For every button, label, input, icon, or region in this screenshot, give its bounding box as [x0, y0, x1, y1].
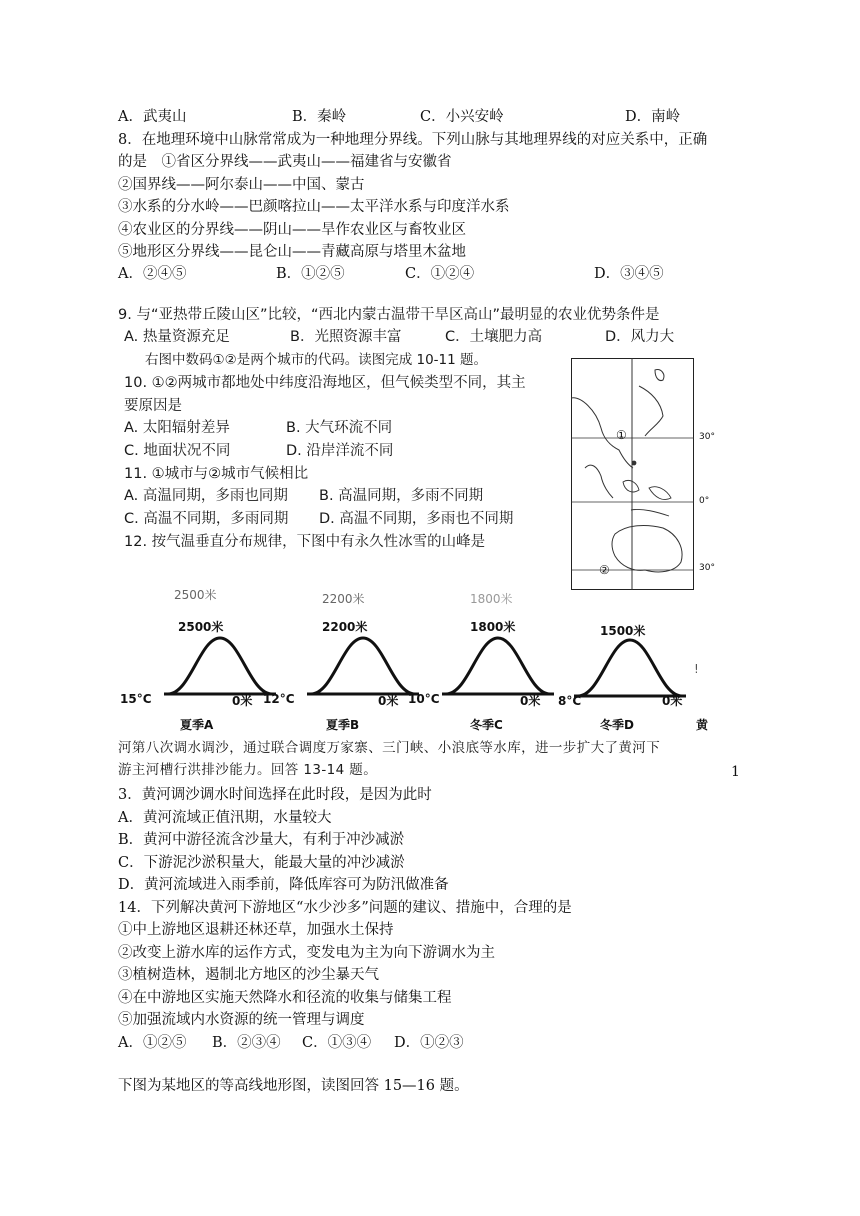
mountain-c-base-alt: 0米: [520, 694, 541, 708]
lat-label-0: 0°: [699, 496, 710, 506]
q11-option-b: B. 高温同期，多雨不同期: [319, 488, 484, 504]
q14-stem: 14．下列解决黄河下游地区“水少沙多”问题的建议、措施中，合理的是: [118, 900, 572, 916]
q11-option-d: D. 高温不同期，多雨也不同期: [319, 511, 514, 527]
q8-option-c: C．①②④: [405, 266, 475, 282]
q13-option-d: D．黄河流域进入雨季前，降低库容可为防汛做准备: [118, 877, 449, 893]
q13-option-b: B．黄河中游径流含沙量大，有利于冲沙减淤: [118, 832, 405, 848]
q11-stem: 11. ①城市与②城市气候相比: [124, 466, 309, 482]
q8-stem-line1: 8．在地理环境中山脉常常成为一种地理分界线。下列山脉与其地理界线的对应关系中，正确: [118, 132, 708, 148]
q9-option-b: B．光照资源丰富: [290, 329, 402, 345]
q10-option-a: A. 太阳辐射差异: [124, 420, 230, 436]
mountain-diagram: [100, 580, 720, 735]
q7-option-b: B．秦岭: [292, 109, 347, 125]
mountain-d-base-temp: 8°C: [558, 694, 582, 708]
mountain-b-base-alt: 0米: [378, 694, 399, 708]
q14-item: ③植树造林，遏制北方地区的沙尘暴天气: [118, 967, 379, 983]
map-graphic: [571, 358, 694, 590]
q10-option-c: C. 地面状况不同: [124, 443, 231, 459]
mountain-d-shape: [570, 638, 690, 698]
q7-option-a: A．武夷山: [118, 109, 187, 125]
q14-item: ④在中游地区实施天然降水和径流的收集与储集工程: [118, 990, 452, 1006]
yellow-river-line1: 河第八次调水调沙，通过联合调度万家寨、三门峡、小浪底等水库，进一步扩大了黄河下: [118, 740, 661, 756]
q8-item: ②国界线——阿尔泰山——中国、蒙古: [118, 177, 365, 193]
q8-option-a: A．②④⑤: [118, 266, 187, 282]
q10-stem-line2: 要原因是: [124, 398, 182, 414]
fragment-right-char: 黄: [696, 718, 709, 732]
mountain-c-top-label: 1800米: [470, 592, 513, 606]
mountain-a-base-alt: 0米: [232, 694, 253, 708]
mountain-c-base-temp: 10°C: [408, 692, 440, 706]
q7-option-c: C．小兴安岭: [420, 109, 504, 125]
city-1-marker: ①: [616, 428, 627, 442]
mountain-a-base-temp: 15°C: [120, 692, 152, 706]
q8-item: ⑤地形区分界线——昆仑山——青藏高原与塔里木盆地: [118, 244, 466, 260]
mountain-c-peak: 1800米: [470, 620, 516, 634]
q14-option-c: C．①③④: [302, 1035, 372, 1051]
q14-option-a: A．①②⑤: [118, 1035, 187, 1051]
q14-option-d: D．①②③: [394, 1035, 464, 1051]
q9-stem: 9. 与“亚热带丘陵山区”比较，“西北内蒙古温带干旱区高山”最明显的农业优势条件是: [118, 307, 660, 323]
mountain-d-season: 冬季D: [600, 718, 634, 732]
mountain-c-season: 冬季C: [470, 718, 503, 732]
city-2-marker: ②: [599, 563, 610, 577]
q10-option-d: D. 沿岸洋流不同: [286, 443, 394, 459]
q14-item: ①中上游地区退耕还林还草，加强水土保持: [118, 922, 394, 938]
q12-stem: 12. 按气温垂直分布规律，下图中有永久性冰雪的山峰是: [124, 534, 486, 550]
q14-option-b: B．②③④: [212, 1035, 281, 1051]
mountain-b-base-temp: 12°C: [263, 692, 295, 706]
mountain-b-season: 夏季B: [326, 718, 360, 732]
edge-tick-mark: !: [694, 662, 699, 676]
q8-option-d: D．③④⑤: [594, 266, 664, 282]
q8-stem-line2: 的是 ①省区分界线——武夷山——福建省与安徽省: [118, 154, 452, 170]
q14-item: ②改变上游水库的运作方式，变发电为主为向下游调水为主: [118, 945, 495, 961]
mountain-a-season: 夏季A: [180, 718, 214, 732]
yellow-river-line2: 游主河槽行洪排沙能力。回答 13-14 题。: [118, 762, 378, 778]
q8-option-b: B．①②⑤: [276, 266, 345, 282]
mountain-b-shape: [303, 636, 423, 696]
page-number: 1: [731, 764, 740, 780]
q14-item: ⑤加强流域内水资源的统一管理与调度: [118, 1012, 365, 1028]
q9-option-c: C．土壤肥力高: [445, 329, 543, 345]
q13-option-c: C．下游泥沙淤积量大，能最大量的冲沙减淤: [118, 855, 405, 871]
mountain-a-peak: 2500米: [178, 620, 224, 634]
mountain-a-top-label: 2500米: [174, 588, 217, 602]
q8-item: ③水系的分水岭——巴颜喀拉山——太平洋水系与印度洋水系: [118, 199, 510, 215]
mountain-b-top-label: 2200米: [322, 592, 365, 606]
mountain-d-base-alt: 0米: [662, 694, 683, 708]
q10-option-b: B. 大气环流不同: [286, 420, 393, 436]
mountain-a-shape: [160, 636, 280, 696]
q13-option-a: A．黄河流域正值汛期，水量较大: [118, 810, 332, 826]
mountain-d-peak: 1500米: [600, 624, 646, 638]
lat-label-30n: 30°: [699, 432, 715, 442]
q11-option-c: C. 高温不同期，多雨同期: [124, 511, 289, 527]
mountain-c-shape: [438, 636, 558, 696]
q11-option-a: A. 高温同期，多雨也同期: [124, 488, 288, 504]
q9-option-d: D．风力大: [605, 329, 675, 345]
q8-item: ④农业区的分界线——阴山——旱作农业区与畜牧业区: [118, 222, 466, 238]
q7-option-d: D．南岭: [625, 109, 681, 125]
q13-stem: 3．黄河调沙调水时间选择在此时段，是因为此时: [118, 787, 432, 803]
world-map-figure: [571, 358, 694, 590]
q10-stem-line1: 10. ①②两城市都地处中纬度沿海地区，但气候类型不同，其主: [124, 375, 526, 391]
q9-option-a: A. 热量资源充足: [124, 329, 230, 345]
intro-15-16: 下图为某地区的等高线地形图，读图回答 15—16 题。: [118, 1078, 469, 1094]
intro-10-11: 右图中数码①②是两个城市的代码。读图完成 10-11 题。: [145, 352, 488, 368]
lat-label-30s: 30°: [699, 563, 715, 573]
mountain-b-peak: 2200米: [322, 620, 368, 634]
